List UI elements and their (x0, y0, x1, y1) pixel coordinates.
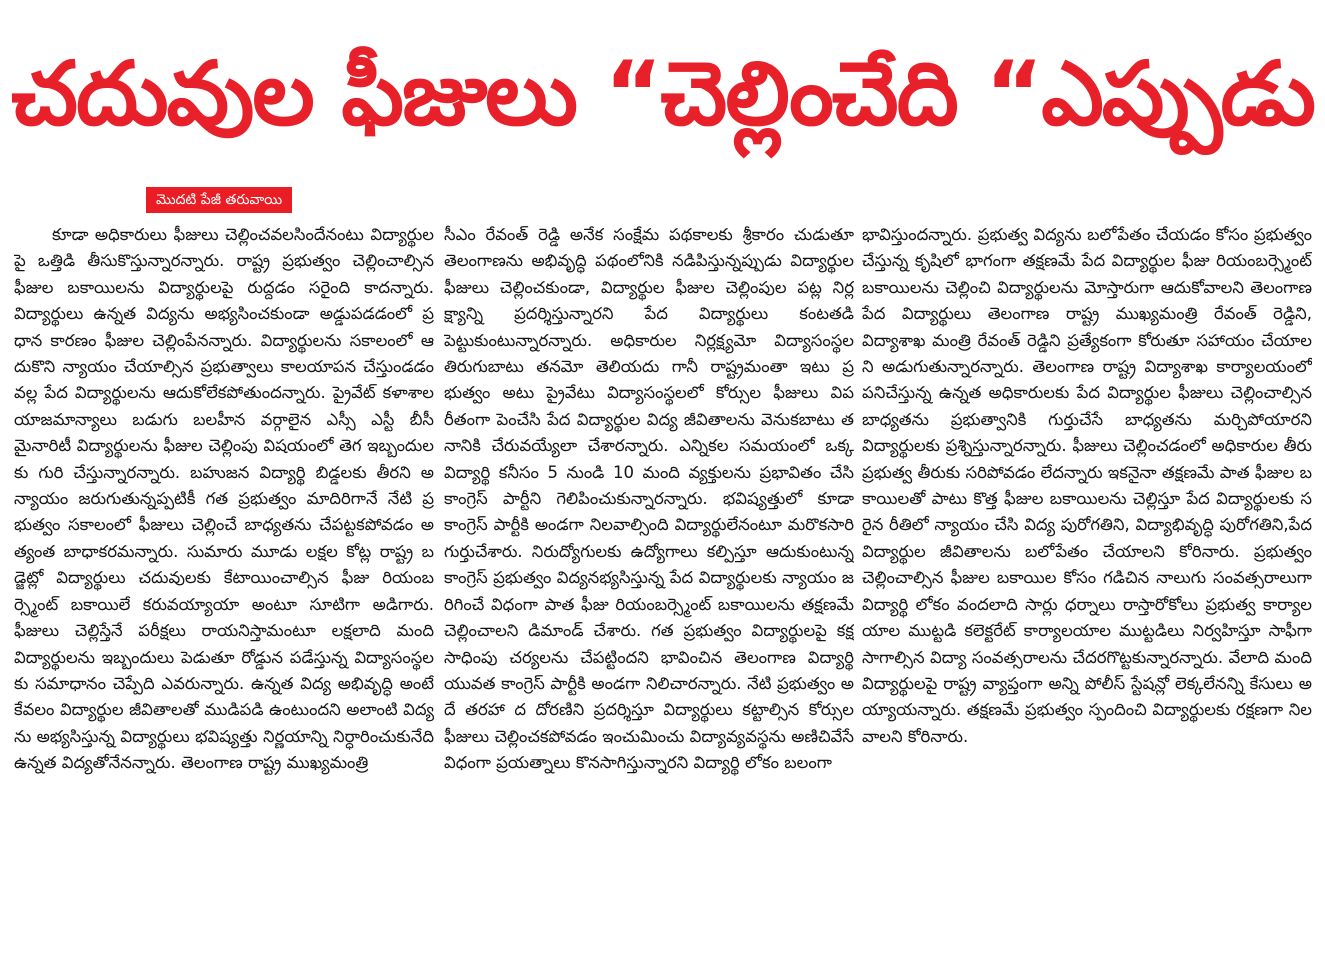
section-tag: మొదటి పేజీ తరువాయి (146, 187, 292, 213)
article-column-3 (862, 222, 1312, 962)
article-column-1 (14, 222, 434, 962)
article-headline: చదువుల ఫీజులు “చెల్లించేది “ఎప్పుడు (11, 42, 1314, 145)
article-column-2 (444, 222, 854, 962)
column-3-text: భావిస్తుందన్నారు. ప్రభుత్వ విద్యను బలోపేతం చేయడం కోసం ప్రభుత్వం చేస్తున్న కృషిలో భాగంగా తక్షణమే పేద విద్యార్థుల ఫీజు రియంబర్స్మెంట్ బకాయిలను చెల్లించి విద్యార్థులను మోస్తారుగా ఆదుకోవాలని తెలంగాణ పేద విద్యార్థులు తెలంగాణ రాష్ట్ర ముఖ్యమంత్రి రేవంత్ రెడ్డిని, విద్యాశాఖ మంత్రి రేవంత్ రెడ్డిని ప్రత్యేకంగా కోరుతూ సహాయం చేయాలని అడుగుతున్నారన్నారు. తెలంగాణ రాష్ట్ర విద్యాశాఖ కార్యాలయంలో పనిచేస్తున్న ఉన్నత అధికారులకు పేద విద్యార్థుల ఫీజులు చెల్లించాల్సిన బాధ్యతను ప్రభుత్వానికి గుర్తుచేసే బాధ్యతను మర్చిపోయారని విద్యార్థులకు ప్రశ్నిస్తున్నారన్నారు. ఫీజులు చెల్లించడంలో అధికారుల తీరు ప్రభుత్వ తీరుకు సరిపోవడం లేదన్నారు ఇకనైనా తక్షణమే పాత ఫీజుల బకాయిలతో పాటు కొత్త ఫీజుల బకాయిలను చెల్లిస్తూ పేద విద్యార్థులకు సరైన రీతిలో న్యాయం చేసి విద్య పురోగతిని, విద్యాభివృద్ధి పురోగతిని,పేద విద్యార్థుల జీవితాలను బలోపేతం చేయాలని కోరినారు. ప్రభుత్వం చెల్లించాల్సిన ఫీజుల బకాయిల కోసం గడిచిన నాలుగు సంవత్సరాలుగా విద్యార్థి లోకం వందలాది సార్లు ధర్నాలు రాస్తారోకోలు ప్రభుత్వ కార్యాలయాల ముట్టడి కలెక్టరేట్ కార్యాలయాల ముట్టడిలు నిర్వహిస్తూ సాఫీగా సాగాల్సిన విద్యా సంవత్సరాలను చేదరగొట్టకున్నారన్నారు. వేలాది మంది విద్యార్థులపై రాష్ట్ర వ్యాప్తంగా అన్ని పోలీస్ స్టేషన్లో లెక్కలేనన్ని కేసులు అయ్యాయన్నారు. తక్షణమే ప్రభుత్వం స్పందించి విద్యార్థులకు రక్షణగా నిలవాలని కోరినారు. (862, 225, 1312, 746)
column-1-text: కూడా అధికారులు ఫీజులు చెల్లించవలసిందేనంటు విద్యార్థులపై ఒత్తిడి తీసుకొస్తున్నారన్నారు. రాష్ట్ర ప్రభుత్వం చెల్లించాల్సిన ఫీజుల బకాయిలను విద్యార్థులపై రుద్దడం సరైంది కాదన్నారు. విద్యార్థులు ఉన్నత విద్యను అభ్యసించకుండా అడ్డుపడడంలో ప్రధాన కారణం ఫీజుల చెల్లింపేనన్నారు. విద్యార్థులను సకాలంలో ఆదుకొని న్యాయం చేయాల్సిన ప్రభుత్వాలు కాలయాపన చేస్తుండడం వల్ల పేద విద్యార్థులను ఆదుకోలేకపోతుందన్నారు. ప్రైవేట్ కళాశాల యాజమాన్యాలు బడుగు బలహీన వర్గాలైన ఎస్సీ ఎస్టీ బీసీ మైనారిటీ విద్యార్థులను ఫీజుల చెల్లింపు విషయంలో తెగ ఇబ్బందులకు గురి చేస్తున్నారన్నారు. బహుజన విద్యార్థి బిడ్డలకు తీరని అన్యాయం జరుగుతున్నప్పటికీ గత ప్రభుత్వం మాదిరిగానే నేటి ప్రభుత్వం సకాలంలో ఫీజులు చెల్లించే బాధ్యతను చేపట్టకపోవడం అత్యంత బాధాకరమన్నారు. సుమారు మూడు లక్షల కోట్ల రాష్ట్ర బడ్జెట్లో విద్యార్థులు చదువులకు కేటాయించాల్సిన ఫీజు రియంబర్స్మెంట్ బకాయిలే కరువయ్యాయా అంటూ సూటిగా అడిగారు. ఫీజులు చెల్లిస్తేనే పరీక్షలు రాయనిస్తామంటూ లక్షలాది మంది విద్యార్థులను ఇబ్బందులు పెడుతూ రోడ్డున పడేస్తున్న విద్యాసంస్థలకు సమాధానం చెప్పేది ఎవరున్నారు. ఉన్నత విద్య అభివృద్ధి అంటే కేవలం విద్యార్థుల జీవితాలతో ముడిపడి ఉంటుందని అలాంటి విద్యను అభ్యసిస్తున్న విద్యార్థులు భవిష్యత్తు నిర్ణయాన్ని నిర్ధారించుకునేది ఉన్నత విద్యతోనేనన్నారు. తెలంగాణ రాష్ట్ర ముఖ్యమంత్రి (14, 225, 434, 773)
column-2-text: సీఎం రేవంత్ రెడ్డి అనేక సంక్షేమ పథకాలకు శ్రీకారం చుడుతూ తెలంగాణను అభివృద్ధి పథంలోనికి నడిపిస్తున్నప్పుడు విద్యార్థుల ఫీజులు చెల్లించకుండా, విద్యార్థుల ఫీజుల చెల్లింపుల పట్ల నిర్లక్ష్యాన్ని ప్రదర్శిస్తున్నారని పేద విద్యార్థులు కంటతడి పెట్టుకుంటున్నారన్నారు. అధికారుల నిర్లక్ష్యమో విద్యాసంస్థల తిరుగుబాటు తనమో తెలియదు గానీ రాష్ట్రమంతా ఇటు ప్రభుత్వం అటు ప్రైవేటు విద్యాసంస్థలలో కోర్సుల ఫీజులు విపరీతంగా పెంచేసి పేద విద్యార్థుల విద్య జీవితాలను వెనుకబాటు తనానికి చేరువయ్యేలా చేశారన్నారు. ఎన్నికల సమయంలో ఒక్క విద్యార్థి కనీసం 5 నుండి 10 మంది వ్యక్తులను ప్రభావితం చేసి కాంగ్రెస్ పార్టీని గెలిపించుకున్నారన్నారు. భవిష్యత్తులో కూడా కాంగ్రెస్ పార్టీకి అండగా నిలవాల్సింది విద్యార్థులేనంటూ మరొకసారి గుర్తుచేశారు. నిరుద్యోగులకు ఉద్యోగాలు కల్పిస్తూ ఆదుకుంటున్న కాంగ్రెస్ ప్రభుత్వం విద్యనభ్యసిస్తున్న పేద విద్యార్థులకు న్యాయం జరిగించే విధంగా పాత ఫీజు రియంబర్స్మెంట్ బకాయిలను తక్షణమే చెల్లించాలని డిమాండ్ చేశారు. గత ప్రభుత్వం విద్యార్థులపై కక్ష సాధింపు చర్యలను చేపట్టిందని భావించిన తెలంగాణ విద్యార్థి యువత కాంగ్రెస్ పార్టీకి అండగా నిలిచారన్నారు. నేటి ప్రభుత్వం అదే తరహా ద దోరణిని ప్రదర్శిస్తూ విద్యార్థులు కట్టాల్సిన కోర్సుల ఫీజులు చెల్లించకపోవడం ఇంచుమించు విద్యావ్యవస్థను అణిచివేసే విధంగా ప్రయత్నాలు కొనసాగిస్తున్నారని విద్యార్థి లోకం బలంగా (444, 225, 854, 773)
